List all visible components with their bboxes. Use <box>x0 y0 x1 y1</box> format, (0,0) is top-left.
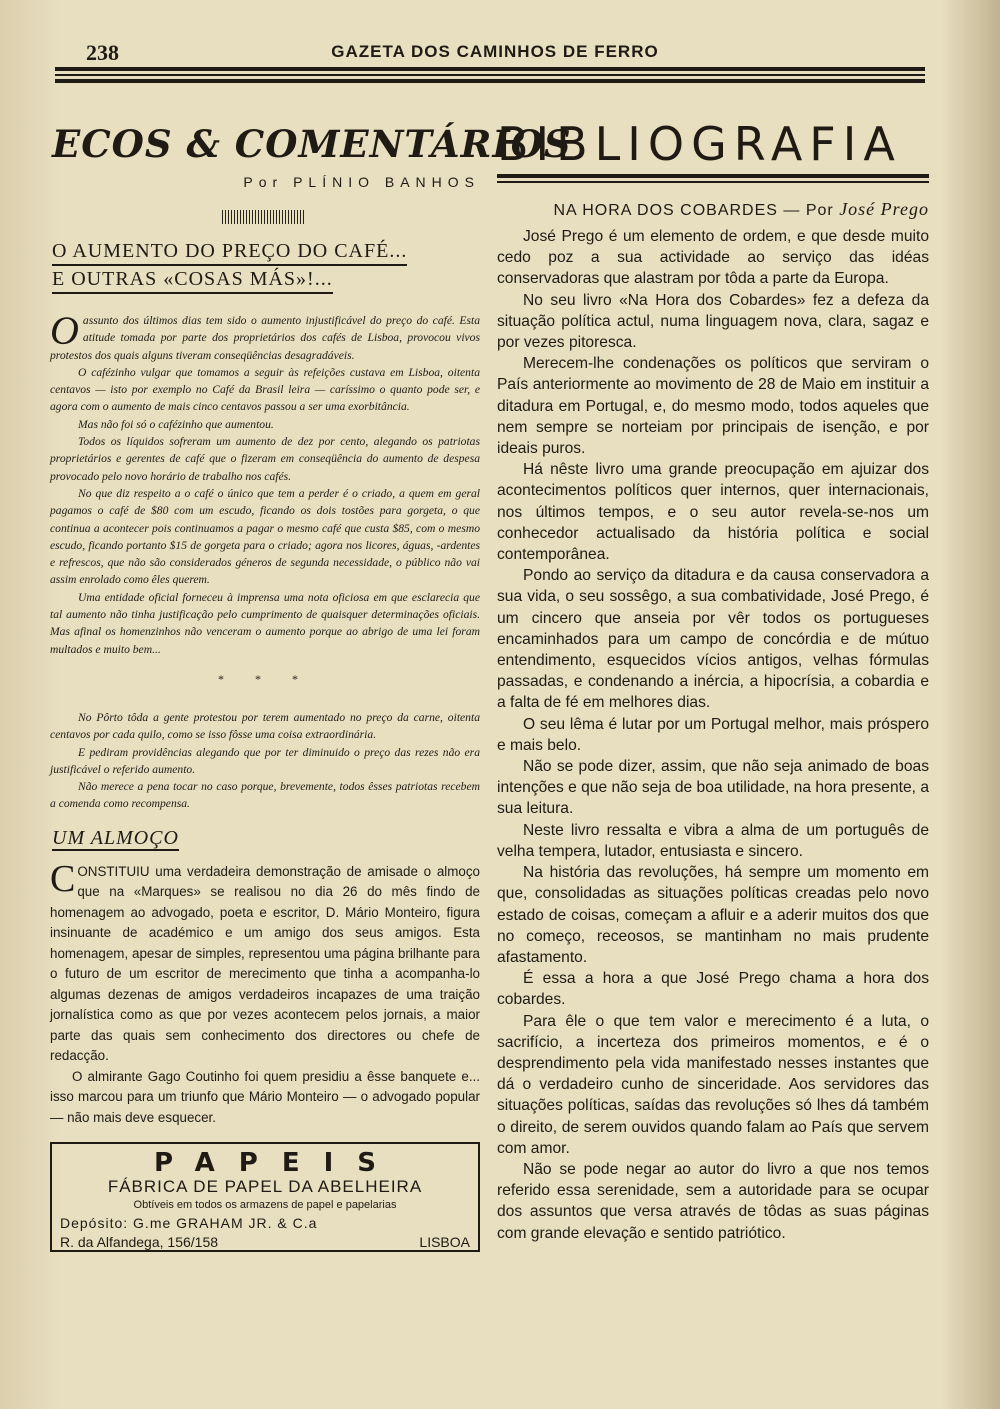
paragraph: O seu lêma é lutar por um Portugal melhor, mais próspero e mais belo. <box>497 715 929 754</box>
right-column <box>497 110 929 1244</box>
page-number: 238 <box>86 40 119 65</box>
heading-line-1: O AUMENTO DO PREÇO DO CAFÉ... <box>52 238 407 266</box>
paragraph: No Pôrto tôda a gente protestou por terem aumentado no preço da carne, oitenta centavos por cada quilo, como se isso fôsse uma coisa extraordinária. <box>50 710 480 742</box>
review-subheading: NA HORA DOS COBARDES — Por José Prego <box>553 199 929 219</box>
column-title: ECOS & COMENTÁRIOS <box>52 122 572 166</box>
paragraph: Não merece a pena tocar no caso porque, brevemente, todos êsses patriotas recebem a comenda como recompensa. <box>50 780 480 811</box>
paragraph: Há nêste livro uma grande preocupação em ajuizar dos acontecimentos políticos quer internos, quer internacionais, nos últimos tempos, e o seu autor revela-se-nos um conhecedor actualisado da história política e social contemporânea. <box>497 461 929 564</box>
paragraph: CONSTITUIU uma verdadeira demonstração de amisade o almoço que na «Marques» se realisou no dia 26 do mês findo de homenagem ao advogado, poeta e escritor, D. Mário Monteiro, figura insinuante de académico e um amigo dos seus amigos. Esta homenagem, apesar de simples, representou uma página brilhante para o futuro de um escritor de merecimento que tinha a acompanha-lo algumas dezenas de amigos verdadeiros incapazes de uma traição jornalística como as que por vezes acontecem pelos jornais, a maior parte das quais sem conhecimento dos directores ou chefe de redacção. <box>50 857 480 1064</box>
journal-title: GAZETA DOS CAMINHOS DE FERRO <box>331 42 659 61</box>
paragraph: Oassunto dos últimos dias tem sido o aumento injustificável do preço do café. Esta atitude tomada por parte dos proprietários dos cafés de Lisboa, provocou vivos protestos dos quais alguns tiveram conseqüências desagradáveis. <box>50 308 480 362</box>
ad-city: LISBOA <box>419 1234 470 1251</box>
paragraph: José Prego é um elemento de ordem, e que desde muito cedo poz a sua actividade ao serviço das idéas conservadoras que alastram por tôda a parte da Europa. <box>497 228 929 288</box>
paragraph: Neste livro ressalta e vibra a alma de um português de velha tempera, lutador, entusiasta e sincero. <box>497 821 929 860</box>
paragraph: Não se pode negar ao autor do livro a que nos temos referido essa serenidade, sem a autoridade para se ocupar dos assuntos que versa através de tôdas as suas páginas com grande elevação e sentido patriótico. <box>497 1160 929 1242</box>
paragraph: Não se pode dizer, assim, que não seja animado de boas intenções e que não seja de boa utilidade, na hora presente, a sua leitura. <box>497 758 929 818</box>
paragraph: E pediram providências alegando que por ter diminuido o preço das rezes não era justificável o referido aumento. <box>50 745 480 776</box>
paragraph: Na história das revoluções, há sempre um momento em que, consolidadas as situações políticas creadas pelo novo estado de coisas, começam a afluir e a aderir muitos dos que no começo, receosos, se mantinham no mais prudente afastamento. <box>497 864 929 966</box>
paragraph: No seu livro «Na Hora dos Cobardes» fez a defeza da situação política actul, numa linguagem nova, clara, sagaz e por vezes pitoresca. <box>497 291 929 352</box>
paragraph: Pondo ao serviço da ditadura e da causa conservadora a sua vida, o seu sossêgo, a sua combatividade, José Prego, é um cincero que anseia por vêr todos os portugueses encaminhados para um campo de concórdia e de mútuo entendimento, esquecidos vícios antigos, velhas fórmulas passadas, e condenando a inércia, a hipocrísia, a cobardia e a falta de fé em melhores dias. <box>497 567 929 712</box>
ad-address-row <box>60 1233 470 1251</box>
paragraph: Mas não foi só o cafézinho que aumentou. <box>78 417 274 431</box>
almoco-body <box>50 857 480 1129</box>
paragraph: Merecem-lhe condenações os políticos que serviram o País anteriormente ao movimento de 28 de Maio em instituir a ditadura em Portugal, e, do mesmo modo, todos aqueles que nem sempre se norteiam por principais de isenção, e por ideais puros. <box>497 355 929 458</box>
column-title: BIBLIOGRAFIA <box>497 117 902 171</box>
byline: Por PLÍNIO BANHOS <box>243 174 480 190</box>
separator-stars: * * * <box>218 671 312 686</box>
article-body <box>50 308 480 658</box>
paragraph: Todos os líquidos sofreram um aumento de dez por cento, alegando os patriotas proprietários e gerentes de café que o fizeram em conseqüência do aumento de despesa provocado pelo novo horário de trabalho nos cafés. <box>50 435 480 483</box>
header-rule <box>55 79 925 83</box>
ad-availability: Obtíveis em todos os armazens de papel e papelarias <box>133 1199 397 1212</box>
paragraph: Uma entidade oficial forneceu à imprensa uma nota oficiosa em que esclarecia que tal aumento não tinha justificação pelo cumprimento de quaisquer determinações oficiais. Mas afinal os homenzinhos não venceram o aumento porque ao abrigo de uma lei foram multados e muito bem... <box>50 590 480 656</box>
review-body <box>497 226 929 1244</box>
header-rule <box>55 67 925 71</box>
ornament-divider <box>222 210 306 224</box>
title-rule <box>497 174 929 178</box>
article-heading <box>52 238 480 294</box>
article-body-2 <box>50 709 480 813</box>
title-rule <box>497 181 929 183</box>
paragraph: O cafézinho vulgar que tomamos a seguir às refeições custava em Lisboa, oitenta centavos — isto por exemplo no Café da Brasil leira — caríssimo o quanto pode ser, e agora com o aumento de mais cinco centavos passou a ser uma exorbitância. <box>50 365 480 414</box>
paragraph: É essa a hora a que José Prego chama a hora dos cobardes. <box>497 970 929 1009</box>
header-rule <box>55 74 925 76</box>
heading-line-2: E OUTRAS «COSAS MÁS»!... <box>52 266 333 294</box>
ad-brand: PAPEIS <box>153 1148 400 1179</box>
article-heading-almoco: UM ALMOÇO <box>52 826 179 849</box>
ad-company: FÁBRICA DE PAPEL DA ABELHEIRA <box>107 1177 423 1197</box>
paragraph: O almirante Gago Coutinho foi quem presidiu a êsse banquete e... isso marcou para um triunfo que Mário Monteiro — o advogado popular — não mais deve esquecer. <box>50 1068 480 1125</box>
paragraph: No que diz respeito a o café o único que tem a perder é o criado, a quem em geral pagamos o café de $80 com um escudo, ficando os dois tostões para gorgeta, o que continua a acontecer pois continuamos a pagar o mesmo café que custa $85, com o mesmo escudo, ficando portanto $15 de gorgeta para o criado; agora nos licores, águas, -ardentes e refrescos, que não são considerados géneros de segunda necessidade, o público não vai assim enrolado como êles querem. <box>50 486 480 587</box>
ad-address: R. da Alfandega, 156/158 <box>60 1234 219 1251</box>
drop-cap: O <box>50 308 79 353</box>
author-name: José Prego <box>839 199 929 219</box>
paragraph: Para êle o que tem valor e merecimento é a luta, o sacrifício, a incerteza dos primeiros momentos, e é o desprendimento pela vida manifestado nesses instantes que dá o verdadeiro cunho de sinceridade. Aos servidores das situações políticas, saídas das revoluções só lhes dá também o direito, de serem ouvidos quando falam ao País que servem com amor. <box>497 1012 929 1157</box>
advertisement-box <box>50 1142 480 1252</box>
ad-depot: Depósito: G.me GRAHAM JR. & C.a <box>60 1215 318 1232</box>
drop-cap: C <box>50 857 76 900</box>
left-column <box>50 110 572 1252</box>
